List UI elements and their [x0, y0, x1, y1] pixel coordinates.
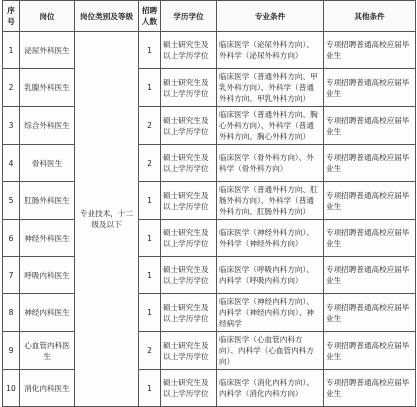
row-count: 1 [139, 294, 161, 332]
header-no: 序号 [3, 1, 20, 32]
table-row [3, 182, 416, 220]
table-row [3, 370, 416, 407]
row-major: 临床医学（普通外科方向、甲乳外科方向）、外科学（普通外科方向、甲乳外科方向） [217, 69, 324, 107]
row-education: 硕士研究生及以上学历学位 [161, 69, 217, 107]
row-other: 专项招聘普通高校应届毕业生 [324, 32, 416, 69]
table-row [3, 332, 416, 370]
row-no: 5 [3, 182, 20, 220]
row-post: 消化内科医生 [20, 370, 75, 407]
row-major: 临床医学（普通外科方向、胸心外科方向）、外科学（普通外科方向、胸心外科方向） [217, 107, 324, 145]
row-post: 泌尿外科医生 [20, 32, 75, 69]
row-post: 肛肠外科医生 [20, 182, 75, 220]
row-count: 1 [139, 32, 161, 69]
row-post: 骨科医生 [20, 145, 75, 182]
header-major: 专业条件 [217, 1, 324, 32]
row-other: 专项招聘普通高校应届毕业生 [324, 294, 416, 332]
row-post: 神经外科医生 [20, 220, 75, 257]
row-other: 专项招聘普通高校应届毕业生 [324, 145, 416, 182]
row-other: 专项招聘普通高校应届毕业生 [324, 107, 416, 145]
row-no: 6 [3, 220, 20, 257]
header-count: 招聘人数 [139, 1, 161, 32]
recruitment-table [2, 0, 416, 407]
table-row [3, 294, 416, 332]
table-row [3, 32, 416, 69]
table-header-row [3, 1, 416, 32]
table-row [3, 69, 416, 107]
row-post: 心血管内科医生 [20, 332, 75, 370]
row-education: 硕士研究生及以上学历学位 [161, 182, 217, 220]
row-other: 专项招聘普通高校应届毕业生 [324, 370, 416, 407]
row-major: 临床医学（神经外科方向）、外科学（神经外科方向） [217, 220, 324, 257]
header-post: 岗位 [20, 1, 75, 32]
row-no: 4 [3, 145, 20, 182]
row-education: 硕士研究生及以上学历学位 [161, 332, 217, 370]
row-post: 神经内科医生 [20, 294, 75, 332]
row-other: 专项招聘普通高校应届毕业生 [324, 220, 416, 257]
header-other: 其他条件 [324, 1, 416, 32]
row-count: 1 [139, 370, 161, 407]
row-education: 硕士研究生及以上学历学位 [161, 257, 217, 294]
row-major: 临床医学（呼吸内科方向）、内科学（呼吸内科方向） [217, 257, 324, 294]
row-education: 硕士研究生及以上学历学位 [161, 294, 217, 332]
row-no: 2 [3, 69, 20, 107]
row-no: 8 [3, 294, 20, 332]
row-major: 临床医学（心血管内科方向）、内科学（心血管内科方向） [217, 332, 324, 370]
row-education: 硕士研究生及以上学历学位 [161, 32, 217, 69]
row-no: 10 [3, 370, 20, 407]
table-row [3, 257, 416, 294]
row-category-merged: 专业技术，十二级及以下 [75, 32, 139, 407]
row-major: 临床医学（骨外科方向）、外科学（骨外科方向） [217, 145, 324, 182]
row-count: 2 [139, 145, 161, 182]
header-category: 岗位类别及等级 [75, 1, 139, 32]
row-no: 9 [3, 332, 20, 370]
row-count: 1 [139, 182, 161, 220]
row-count: 1 [139, 257, 161, 294]
row-other: 专项招聘普通高校应届毕业生 [324, 182, 416, 220]
header-education: 学历学位 [161, 1, 217, 32]
row-other: 专项招聘普通高校应届毕业生 [324, 332, 416, 370]
table-row [3, 107, 416, 145]
row-education: 硕士研究生及以上学历学位 [161, 107, 217, 145]
row-major: 临床医学（消化内科方向）、内科学（消化内科方向） [217, 370, 324, 407]
row-count: 2 [139, 332, 161, 370]
row-major: 临床医学（普通外科方向、肛肠外科方向）、外科学（普通外科方向、肛肠外科方向） [217, 182, 324, 220]
row-post: 呼吸内科医生 [20, 257, 75, 294]
row-major: 临床医学（泌尿外科方向）、外科学（泌尿外科方向） [217, 32, 324, 69]
row-education: 硕士研究生及以上学历学位 [161, 220, 217, 257]
row-no: 1 [3, 32, 20, 69]
row-post: 乳腺外科医生 [20, 69, 75, 107]
row-count: 2 [139, 107, 161, 145]
row-count: 1 [139, 69, 161, 107]
row-post: 综合外科医生 [20, 107, 75, 145]
table-row [3, 220, 416, 257]
row-education: 硕士研究生及以上学历学位 [161, 145, 217, 182]
row-education: 硕士研究生及以上学历学位 [161, 370, 217, 407]
row-no: 7 [3, 257, 20, 294]
row-count: 1 [139, 220, 161, 257]
table-row [3, 145, 416, 182]
row-other: 专项招聘普通高校应届毕业生 [324, 69, 416, 107]
row-no: 3 [3, 107, 20, 145]
row-major: 临床医学（神经内科方向）、内科学（神经内科方向）、神经病学 [217, 294, 324, 332]
row-other: 专项招聘普通高校应届毕业生 [324, 257, 416, 294]
